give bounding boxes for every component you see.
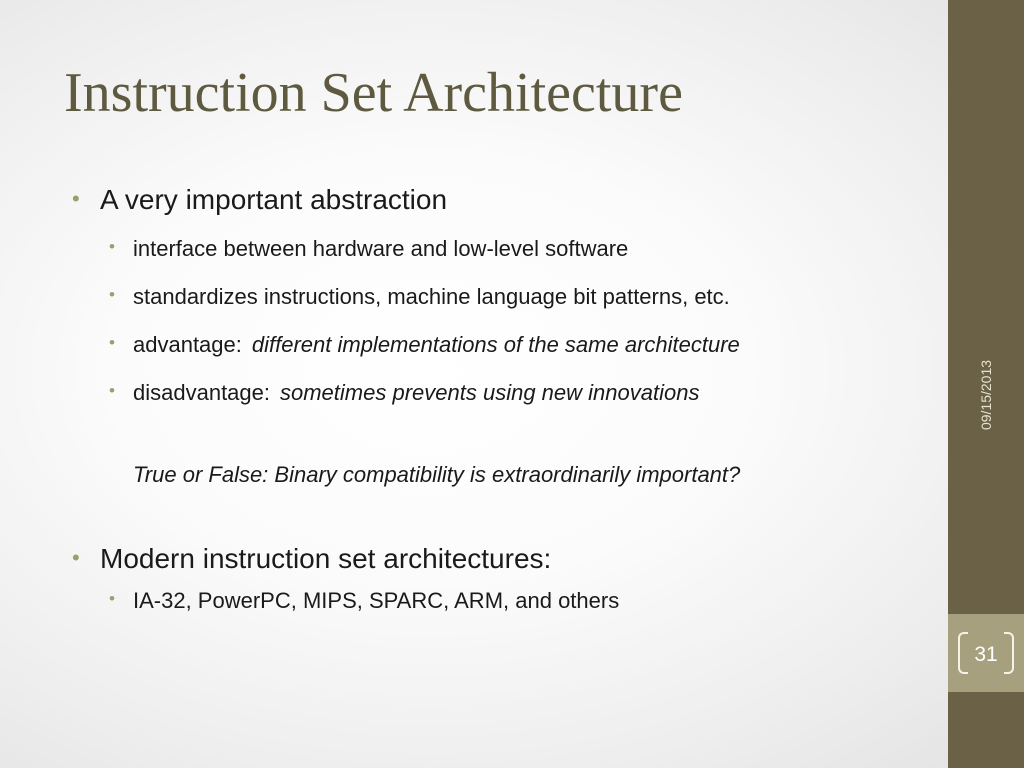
bullet-icon: •	[109, 285, 115, 304]
bullet-prefix: disadvantage:	[133, 380, 270, 405]
bullet-text: interface between hardware and low-level software	[133, 236, 629, 261]
bullet-icon: •	[72, 186, 80, 211]
bullet-emphasis: True or False: Binary compatibility is extraordinarily important?	[133, 462, 741, 487]
bullet-prefix: advantage:	[133, 332, 242, 357]
bullet-level2	[109, 380, 700, 406]
bullet-level2	[109, 284, 730, 310]
bullet-icon: •	[109, 237, 115, 256]
slide-date: 09/15/2013	[978, 359, 994, 431]
question-text	[133, 462, 740, 488]
bullet-level1	[72, 184, 448, 216]
slide-title: Instruction Set Architecture	[64, 62, 683, 124]
bullet-text: standardizes instructions, machine language bit patterns, etc.	[133, 284, 730, 309]
page-number: 31	[974, 643, 998, 666]
bullet-text: Modern instruction set architectures:	[100, 543, 552, 574]
bullet-text: A very important abstraction	[100, 184, 448, 215]
bullet-icon: •	[109, 333, 115, 352]
bullet-icon: •	[72, 545, 80, 570]
bullet-icon: •	[109, 589, 115, 608]
bullet-level2	[109, 236, 629, 262]
page-number-box	[948, 614, 1024, 692]
bullet-emphasis: different implementations of the same architecture	[251, 332, 740, 357]
bullet-icon: •	[109, 381, 115, 400]
bullet-level1	[72, 543, 552, 575]
bullet-level2	[109, 332, 740, 358]
bullet-text: IA-32, PowerPC, MIPS, SPARC, ARM, and others	[133, 588, 620, 613]
bullet-level2	[109, 588, 620, 614]
bullet-emphasis: sometimes prevents using new innovations	[280, 380, 700, 405]
